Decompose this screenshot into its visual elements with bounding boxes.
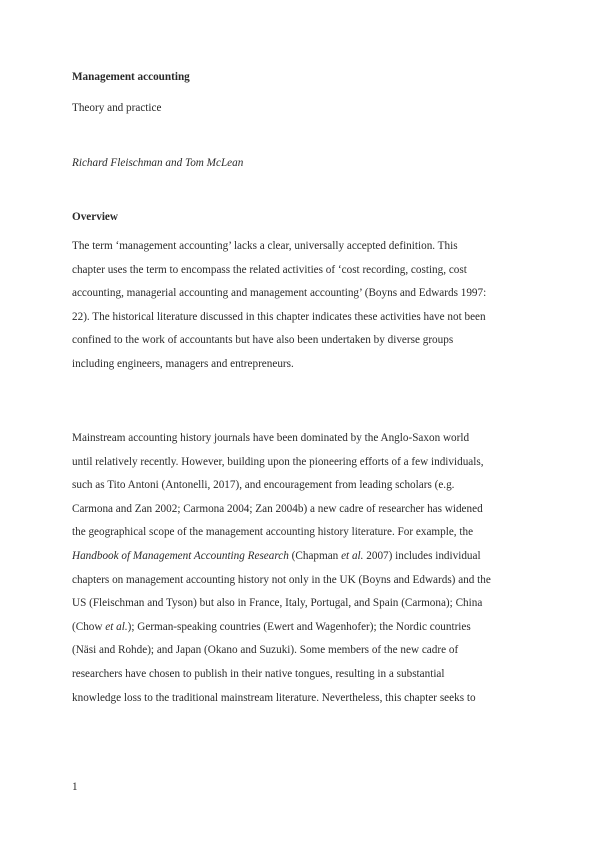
et-al: et al. (341, 549, 364, 562)
paragraph-line: researchers have chosen to publish in their native tongues, resulting in a substantial (72, 667, 445, 680)
section-heading: Overview (72, 211, 118, 223)
citation-text: (Chapman (288, 549, 342, 562)
paragraph-line: 22). The historical literature discussed in this chapter indicates these activities have not been (72, 310, 486, 323)
paragraph-line: Carmona and Zan 2002; Carmona 2004; Zan 2004b) a new cadre of researcher has widened (72, 502, 483, 515)
paragraph-mainstream (72, 427, 527, 710)
paragraph-line: accounting, managerial accounting and management accounting’ (Boyns and Edwards 1997: (72, 287, 487, 300)
paragraph-line: chapter uses the term to encompass the related activities of ‘cost recording, costing, cost (72, 263, 467, 276)
citation-text: ); German-speaking countries (Ewert and Wagenhofer); the Nordic countries (127, 620, 471, 633)
paragraph-line: US (Fleischman and Tyson) but also in France, Italy, Portugal, and Spain (Carmona); China (72, 597, 483, 610)
paragraph-line: the geographical scope of the management accounting history literature. For example, the (72, 526, 474, 539)
document-subtitle: Theory and practice (72, 102, 162, 114)
paragraph-line: knowledge loss to the traditional mainstream literature. Nevertheless, this chapter seeks to (72, 691, 476, 704)
paragraph-line: Mainstream accounting history journals have been dominated by the Anglo-Saxon world (72, 432, 470, 444)
paragraph-line: such as Tito Antoni (Antonelli, 2017), and encouragement from leading scholars (e.g. (72, 479, 455, 492)
paragraph-line: (Näsi and Rohde); and Japan (Okano and Suzuki). Some members of the new cadre of (72, 644, 459, 657)
citation-text: (Chow (72, 620, 106, 633)
paragraph-overview (72, 235, 527, 377)
et-al: et al. (105, 620, 128, 633)
paragraph-line (72, 545, 527, 569)
citation-text: 2007) includes individual (363, 549, 481, 562)
document-authors: Richard Fleischman and Tom McLean (72, 157, 244, 169)
paragraph-line: chapters on management accounting history not only in the UK (Boyns and Edwards) and the (72, 573, 491, 586)
paragraph-line (72, 616, 527, 640)
paragraph-line: including engineers, managers and entrepreneurs. (72, 357, 294, 370)
book-title: Handbook of Management Accounting Research (72, 549, 289, 562)
paragraph-line: The term ‘management accounting’ lacks a clear, universally accepted definition. This (72, 240, 458, 252)
paragraph-line: confined to the work of accountants but have also been undertaken by diverse groups (72, 334, 454, 347)
paragraph-line: until relatively recently. However, building upon the pioneering efforts of a few individuals, (72, 455, 484, 468)
page-number: 1 (72, 781, 78, 793)
document-title: Management accounting (72, 71, 190, 83)
